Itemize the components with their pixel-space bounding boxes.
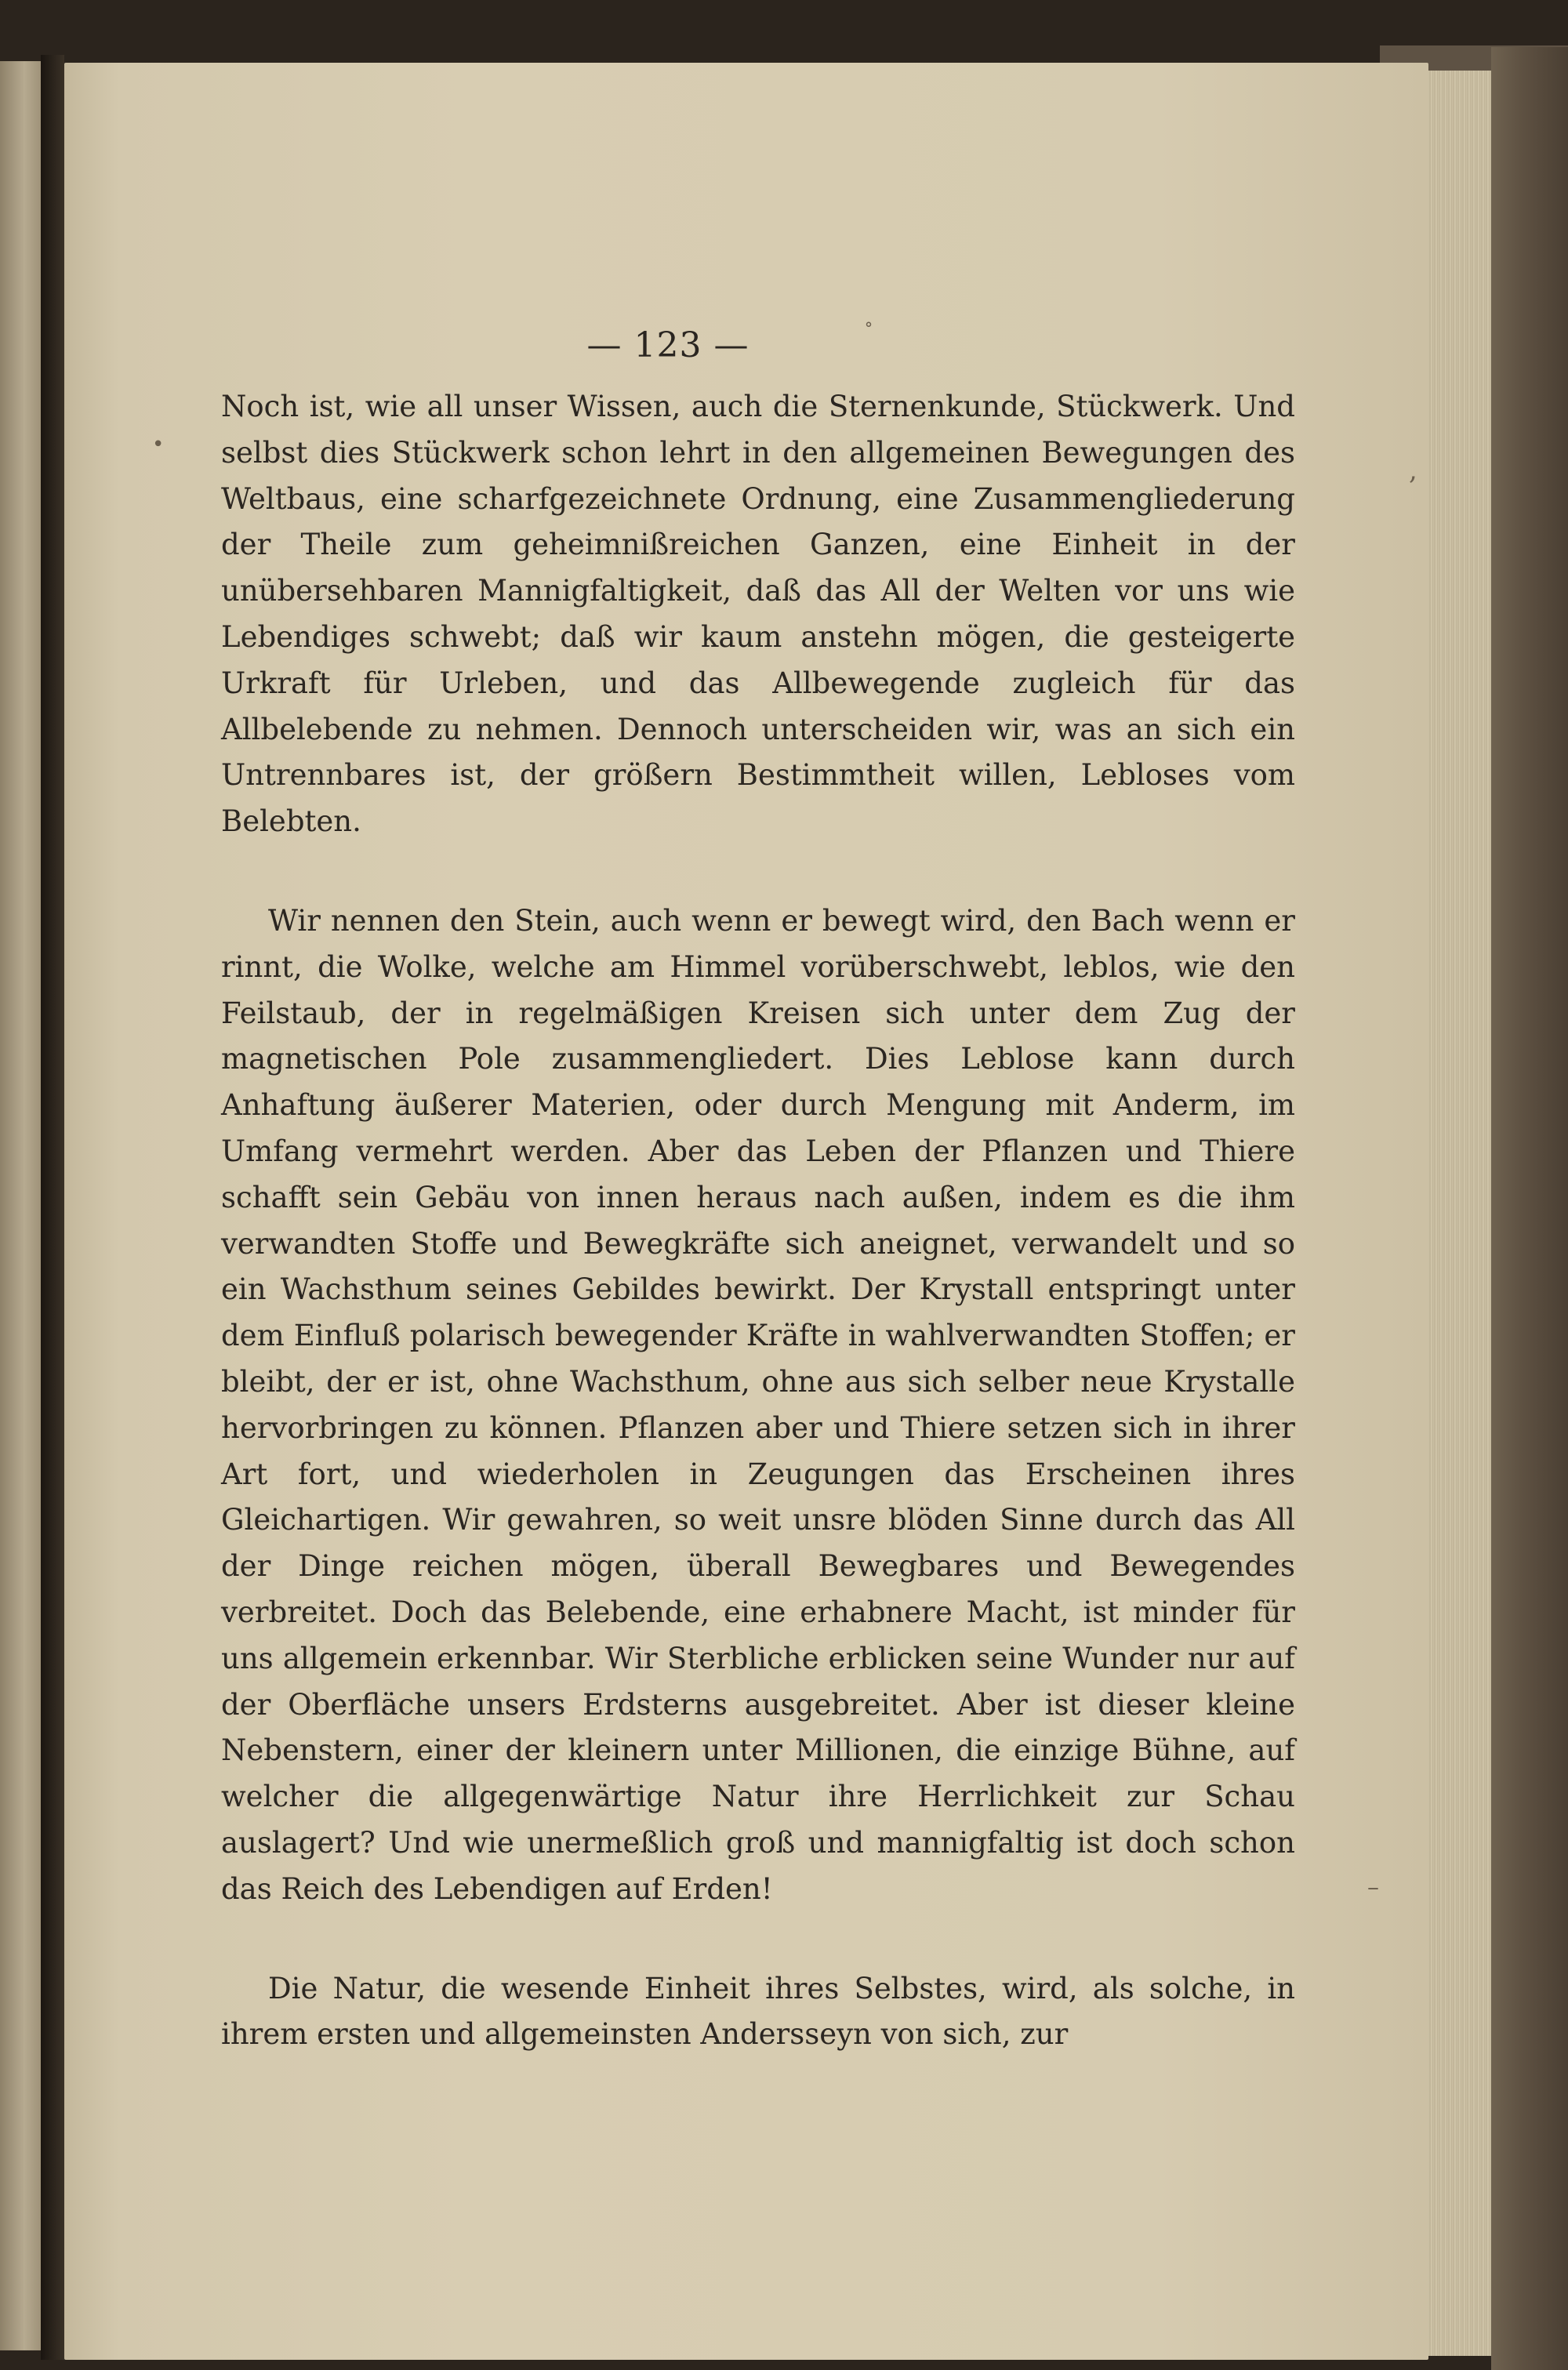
ink-mark: •: [152, 433, 165, 456]
page-edges: [1428, 71, 1491, 2356]
paragraph-2: Wir nennen den Stein, auch wenn er bewegt wird, den Bach wenn er rinnt, die Wolke, welche am Himmel vorüberschwebt, leblos, wie den Feilstaub, der in regelmäßigen Kreisen sich unter dem Zug der magnetischen Pole zusammengliedert. Dies Leblose kann durch Anhaftung äußerer Materien, oder durch Mengung mit Anderm, im Umfang vermehrt werden. Aber das Leben der Pflanzen und Thiere schafft sein Gebäu von innen heraus nach außen, indem es die ihm verwandten Stoffe und Bewegkräfte sich aneignet, verwandelt und so ein Wachsthum seines Gebildes bewirkt. Der Krystall entspringt unter dem Einfluß polarisch bewegender Kräfte in wahlverwandten Stoffen; er bleibt, der er ist, ohne Wachsthum, ohne aus sich selber neue Krystalle hervorbringen zu können. Pflanzen aber und Thiere setzen sich in ihrer Art fort, und wiederholen in Zeugungen das Erscheinen ihres Gleichartigen. Wir gewahren, so weit unsre blöden Sinne durch das All der Dinge reichen mögen, überall Bewegbares und Bewegendes verbreitet. Doch das Belebende, eine erhabnere Macht, ist minder für uns allgemein erkennbar. Wir Sterbliche erblicken seine Wunder nur auf der Oberfläche unsers Erdsterns ausgebreitet. Aber ist dieser kleine Nebenstern, einer der kleinern unter Millionen, die einzige Bühne, auf welcher die allgegenwärtige Natur ihre Herrlichkeit zur Schau auslagert? Und wie unermeßlich groß und mannigfaltig ist doch schon das Reich des Lebendigen auf Erden!: [221, 903, 1295, 1906]
ink-mark: –: [1367, 1874, 1379, 1901]
page-123: [64, 63, 1428, 2360]
paragraph-1: Noch ist, wie all unser Wissen, auch die Sternenkunde, Stückwerk. Und selbst dies Stückwerk schon lehrt in den allgemeinen Bewegungen des Weltbaus, eine scharfgezeichnete Ordnung, eine Zusammengliederung der Theile zum geheimnißreichen Ganzen, eine Einheit in der unübersehbaren Mannigfaltigkeit, daß das All der Welten vor uns wie Lebendiges schwebt; daß wir kaum anstehn mögen, die gesteigerte Urkraft für Urleben, und das Allbewegende zugleich für das Allbelebende zu nehmen. Dennoch unterscheiden wir, was an sich ein Untrennbares ist, der größern Bestimmtheit willen, Lebloses vom Belebten.: [221, 390, 1295, 839]
book-cover-right: [1491, 47, 1568, 2370]
left-page-edge: [0, 61, 41, 2350]
ink-mark: ˚: [864, 321, 873, 343]
ink-mark: ,: [1409, 455, 1417, 486]
body-text: [221, 384, 1295, 2058]
gutter: [41, 55, 64, 2360]
paragraph-3: Die Natur, die wesende Einheit ihres Selbstes, wird, als solche, in ihrem ersten und allgemeinsten Andersseyn von sich, zur: [221, 1971, 1295, 2052]
page-number: — 123 —: [586, 325, 750, 365]
